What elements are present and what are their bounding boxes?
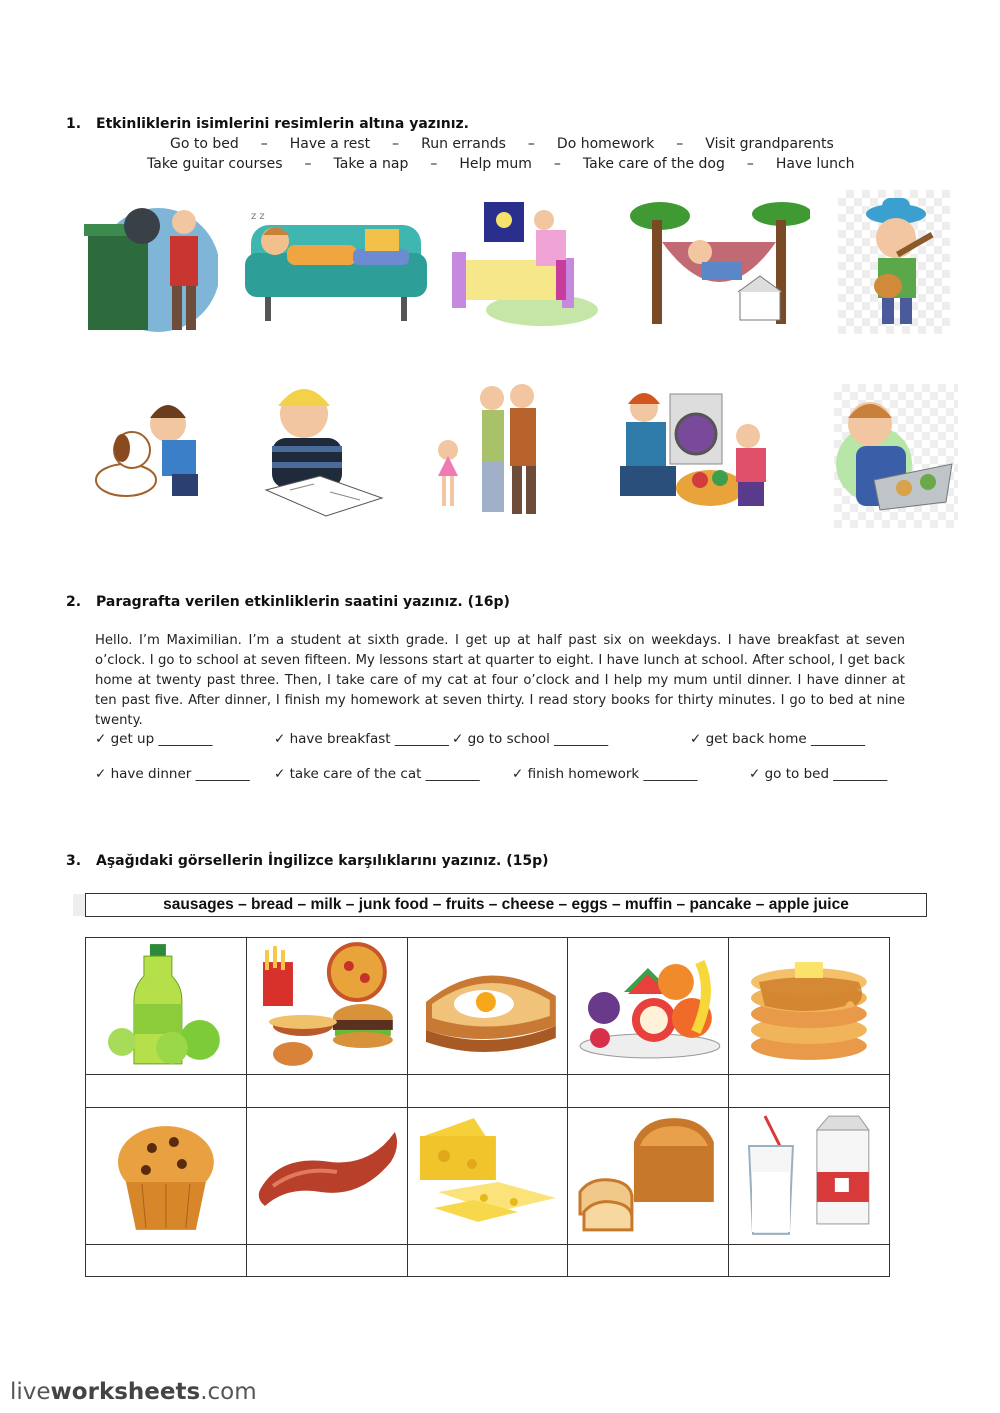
apple-juice-image — [92, 942, 240, 1070]
image-go-to-bed — [452, 200, 598, 328]
q2-paragraph: Hello. I’m Maximilian. I’m a student at sixth grade. I get up at half past six on weekdays. I have breakfast at seven o’clock. I go to school at seven fifteen. My lessons start at quarter to eight. I have lunch at school. After school, I get back home at twenty past three. Then, I take care of my cat at four o’clock and I help my mum until dinner. I have dinner at ten past five. After dinner, I finish my homework at seven thirty. I read story books for thirty minutes. I go to bed at nine twenty. — [95, 633, 905, 728]
word-take-guitar-courses: Take guitar courses — [147, 156, 283, 172]
word-visit-grandparents: Visit grandparents — [705, 136, 834, 152]
image-visit-grandparents — [430, 378, 550, 522]
junk-food-image — [253, 942, 401, 1070]
q2-item-have-dinner[interactable]: ✓ have dinner ________ — [95, 766, 250, 782]
q3-title — [66, 853, 549, 869]
cell-muffin — [86, 1108, 247, 1245]
q2-item-get-up[interactable]: ✓ get up ________ — [95, 731, 213, 747]
cell-eggs — [407, 938, 568, 1075]
image-run-errands-trash — [84, 200, 218, 334]
separator: – — [260, 136, 268, 152]
cell-sausages — [246, 1108, 407, 1245]
separator: – — [392, 136, 400, 152]
separator: – — [553, 156, 561, 172]
image-take-a-nap-sofa — [245, 205, 427, 323]
egg-toast-image — [414, 942, 562, 1070]
separator: – — [676, 136, 684, 152]
separator: – — [527, 136, 535, 152]
q2-item-get-back-home[interactable]: ✓ get back home ________ — [690, 731, 865, 747]
answer-cell-7[interactable] — [246, 1245, 407, 1277]
table-row — [86, 1075, 890, 1108]
word-do-homework: Do homework — [556, 136, 655, 152]
table-row — [86, 1108, 890, 1245]
cell-cheese — [407, 1108, 568, 1245]
answer-cell-5[interactable] — [729, 1075, 890, 1108]
muffin-image — [92, 1112, 240, 1240]
q3-food-table — [85, 937, 890, 1277]
logo-worksheets: worksheets — [50, 1379, 201, 1405]
word-go-to-bed: Go to bed — [170, 136, 239, 152]
q2-item-take-care-of-the-cat[interactable]: ✓ take care of the cat ________ — [274, 766, 480, 782]
word-help-mum: Help mum — [459, 156, 532, 172]
q2-item-go-to-bed[interactable]: ✓ go to bed ________ — [749, 766, 888, 782]
image-help-mum — [600, 388, 790, 520]
cell-apple-juice — [86, 938, 247, 1075]
cell-bread — [568, 1108, 729, 1245]
image-have-a-rest-hammock — [630, 202, 810, 324]
table-row — [86, 1245, 890, 1277]
q2-item-go-to-school[interactable]: ✓ go to school ________ — [452, 731, 609, 747]
q2-number: 2. — [66, 594, 82, 610]
separator: – — [304, 156, 312, 172]
q1-word-row-1 — [170, 136, 834, 152]
q3-number: 3. — [66, 853, 82, 869]
svg-text:z z: z z — [251, 211, 265, 222]
q3-wordbox: sausages – bread – milk – junk food – fruits – cheese – eggs – muffin – pancake – apple juice — [85, 893, 927, 917]
fruits-image — [574, 942, 722, 1070]
answer-cell-6[interactable] — [86, 1245, 247, 1277]
q3-title-text: Aşağıdaki görsellerin İngilizce karşılıklarını yazınız. (15p) — [96, 853, 549, 869]
image-take-guitar-courses — [838, 190, 950, 334]
q2-title-text: Paragrafta verilen etkinliklerin saatini yazınız. (16p) — [96, 594, 510, 610]
word-have-lunch: Have lunch — [775, 156, 855, 172]
q1-number: 1. — [66, 116, 82, 132]
pancake-image — [735, 942, 883, 1070]
wordbox-shadow — [73, 894, 85, 916]
q2-title — [66, 594, 510, 610]
logo-com: .com — [200, 1379, 257, 1405]
cell-pancake — [729, 938, 890, 1075]
q1-word-row-2 — [147, 156, 855, 172]
answer-cell-4[interactable] — [568, 1075, 729, 1108]
answer-cell-3[interactable] — [407, 1075, 568, 1108]
word-take-care-of-the-dog: Take care of the dog — [582, 156, 725, 172]
q2-item-finish-homework[interactable]: ✓ finish homework ________ — [512, 766, 698, 782]
separator: – — [746, 156, 754, 172]
answer-cell-2[interactable] — [246, 1075, 407, 1108]
bread-image — [574, 1112, 722, 1240]
table-row — [86, 938, 890, 1075]
cell-fruits — [568, 938, 729, 1075]
answer-cell-8[interactable] — [407, 1245, 568, 1277]
answer-cell-9[interactable] — [568, 1245, 729, 1277]
image-have-lunch — [834, 384, 958, 528]
separator: – — [430, 156, 438, 172]
logo-live: live — [10, 1379, 51, 1405]
q1-title — [66, 116, 469, 132]
cell-milk — [729, 1108, 890, 1245]
word-run-errands: Run errands — [421, 136, 506, 152]
cheese-image — [414, 1112, 562, 1240]
answer-cell-10[interactable] — [729, 1245, 890, 1277]
cell-junk-food — [246, 938, 407, 1075]
answer-cell-1[interactable] — [86, 1075, 247, 1108]
word-take-a-nap: Take a nap — [333, 156, 409, 172]
liveworksheets-logo[interactable] — [10, 1379, 257, 1405]
image-take-care-of-the-dog — [92, 390, 216, 506]
image-do-homework — [250, 380, 386, 522]
sausages-image — [253, 1112, 401, 1240]
milk-image — [735, 1112, 883, 1240]
q1-title-text: Etkinliklerin isimlerini resimlerin altına yazınız. — [96, 116, 469, 132]
q2-item-have-breakfast[interactable]: ✓ have breakfast ________ — [274, 731, 449, 747]
word-have-a-rest: Have a rest — [289, 136, 371, 152]
